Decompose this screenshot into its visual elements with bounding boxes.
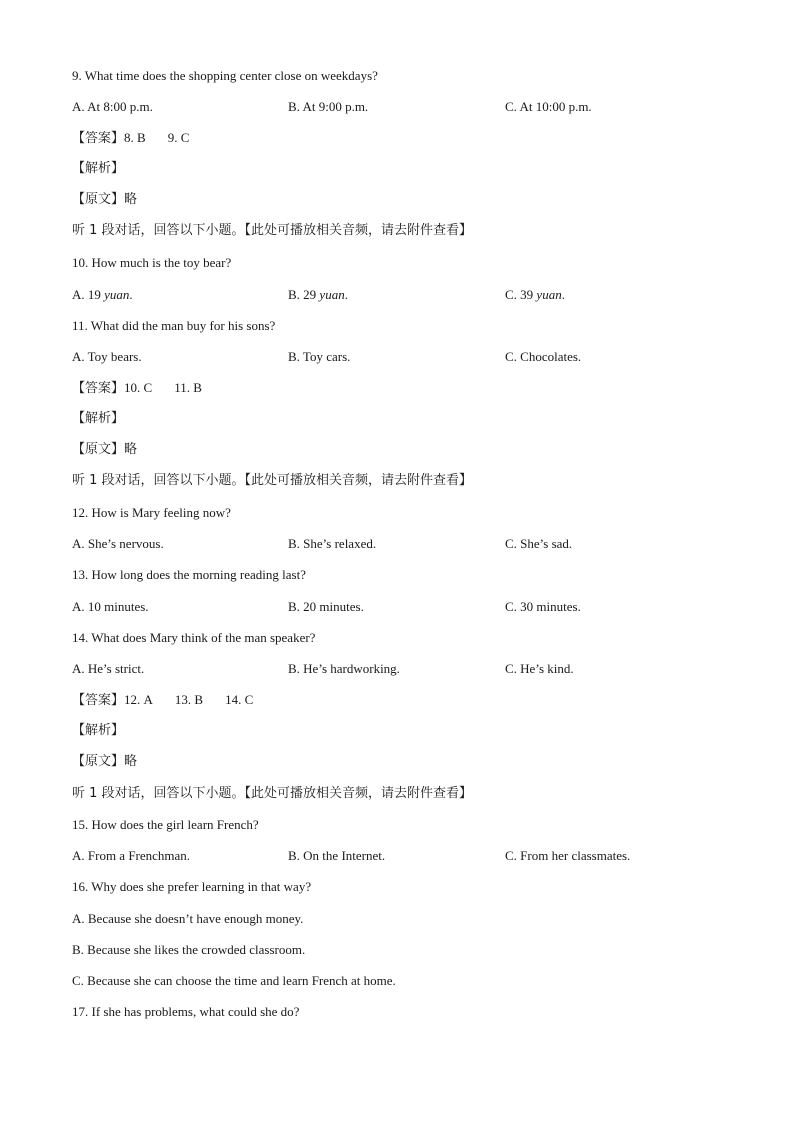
transcript-line: [72, 441, 137, 459]
option-c: C. She’s sad.: [505, 536, 573, 551]
transcript-tag: 【原文】: [72, 754, 125, 769]
transcript-tag: 【原文】: [72, 442, 125, 457]
option-a: A. From a Frenchman.: [72, 848, 191, 863]
question-15-options: [72, 847, 722, 865]
question-13-options: [72, 598, 722, 616]
option-a: A. He’s strict.: [72, 661, 145, 676]
option-a: A. Toy bears.: [72, 349, 142, 364]
answer-line: [72, 129, 189, 148]
option-c: C. He’s kind.: [505, 661, 574, 676]
question-9: 9. What time does the shopping center close on weekdays?: [72, 68, 378, 83]
transcript-text: 略: [124, 192, 138, 207]
answer-value: 9. C: [167, 130, 190, 145]
option-b: B. He’s hardworking.: [288, 661, 400, 676]
answer-value: 11. B: [174, 380, 202, 395]
option-a: A. At 8:00 p.m.: [72, 99, 153, 114]
answer-tag: 【答案】: [72, 381, 125, 396]
option-c: C. From her classmates.: [505, 848, 631, 863]
analysis-heading: 【解析】: [72, 161, 125, 176]
option-c: C. Because she can choose the time and learn French at home.: [72, 973, 396, 988]
option-b: B. On the Internet.: [288, 848, 386, 863]
answer-value: 8. B: [124, 130, 146, 145]
option-b: B. Because she likes the crowded classroom.: [72, 942, 306, 957]
question-11-options: [72, 348, 722, 366]
answer-tag: 【答案】: [72, 131, 125, 146]
option-c: C. 39 yuan.: [505, 287, 565, 302]
option-b: B. She’s relaxed.: [288, 536, 377, 551]
transcript-tag: 【原文】: [72, 192, 125, 207]
answer-tag: 【答案】: [72, 693, 125, 708]
analysis-heading: 【解析】: [72, 411, 125, 426]
question-11: 11. What did the man buy for his sons?: [72, 318, 276, 333]
option-b: B. Toy cars.: [288, 349, 351, 364]
option-b: B. At 9:00 p.m.: [288, 99, 369, 114]
transcript-line: [72, 753, 137, 771]
question-12: 12. How is Mary feeling now?: [72, 505, 231, 520]
listening-instruction: 听 1 段对话，回答以下小题。【此处可播放相关音频，请去附件查看】: [72, 223, 473, 238]
option-a: A. She’s nervous.: [72, 536, 164, 551]
answer-value: 14. C: [225, 692, 254, 707]
option-a: A. 19 yuan.: [72, 287, 133, 302]
question-16: 16. Why does she prefer learning in that way?: [72, 879, 312, 894]
question-14-options: [72, 660, 722, 678]
question-14: 14. What does Mary think of the man speaker?: [72, 630, 316, 645]
analysis-heading: 【解析】: [72, 723, 125, 738]
answer-value: 12. A: [124, 692, 153, 707]
question-10-options: [72, 286, 722, 304]
option-a: A. Because she doesn’t have enough money.: [72, 911, 304, 926]
transcript-text: 略: [124, 754, 138, 769]
listening-instruction: 听 1 段对话，回答以下小题。【此处可播放相关音频，请去附件查看】: [72, 473, 473, 488]
option-a: A. 10 minutes.: [72, 599, 149, 614]
question-15: 15. How does the girl learn French?: [72, 817, 259, 832]
question-17: 17. If she has problems, what could she do?: [72, 1004, 300, 1019]
transcript-text: 略: [124, 442, 138, 457]
option-c: C. 30 minutes.: [505, 599, 581, 614]
answer-value: 13. B: [174, 692, 204, 707]
question-10: 10. How much is the toy bear?: [72, 255, 232, 270]
option-c: C. Chocolates.: [505, 349, 582, 364]
answer-line: [72, 691, 253, 710]
answer-value: 10. C: [124, 380, 153, 395]
question-12-options: [72, 535, 722, 553]
question-9-options: [72, 98, 722, 116]
option-b: B. 20 minutes.: [288, 599, 364, 614]
option-b: B. 29 yuan.: [288, 287, 348, 302]
answer-line: [72, 379, 202, 398]
listening-instruction: 听 1 段对话，回答以下小题。【此处可播放相关音频，请去附件查看】: [72, 786, 473, 801]
transcript-line: [72, 191, 137, 209]
question-13: 13. How long does the morning reading last?: [72, 567, 306, 582]
option-c: C. At 10:00 p.m.: [505, 99, 592, 114]
